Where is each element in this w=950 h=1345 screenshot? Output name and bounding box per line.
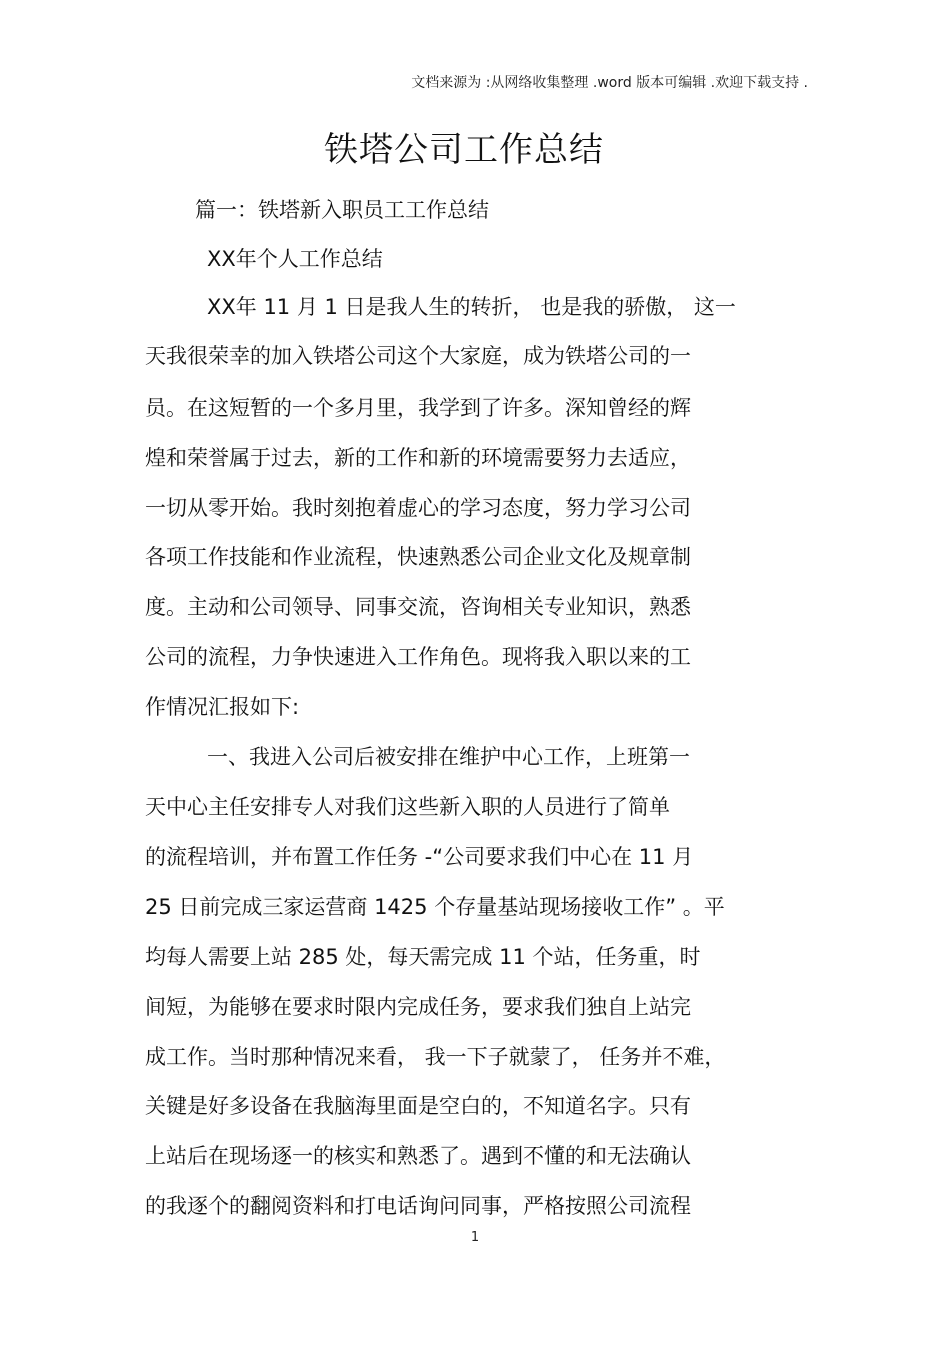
text-line: 25 日前完成三家运营商 1425 个存量基站现场接收工作” 。平 — [145, 895, 725, 919]
text-line: 度。主动和公司领导、同事交流，咨询相关专业知识，熟悉 — [145, 595, 691, 619]
text-line: 煌和荣誉属于过去，新的工作和新的环境需要努力去适应， — [145, 446, 691, 470]
text-line: 一、我进入公司后被安排在维护中心工作，上班第一 — [207, 745, 690, 769]
text-line: 一切从零开始。我时刻抱着虚心的学习态度，努力学习公司 — [145, 496, 691, 520]
page-number: 1 — [470, 1230, 480, 1245]
header-note: 文档来源为 :从网络收集整理 .word 版本可编辑 .欢迎下载支持 . — [411, 75, 808, 91]
text-line: 天我很荣幸的加入铁塔公司这个大家庭，成为铁塔公司的一 — [145, 344, 691, 368]
text-line: XX年 11 月 1 日是我人生的转折， 也是我的骄傲， 这一 — [207, 295, 736, 319]
text-line: 的我逐个的翻阅资料和打电话询问同事，严格按照公司流程 — [145, 1194, 691, 1218]
text-line: 各项工作技能和作业流程，快速熟悉公司企业文化及规章制 — [145, 545, 691, 569]
text-line: 间短，为能够在要求时限内完成任务，要求我们独自上站完 — [145, 995, 691, 1019]
text-line: XX年个人工作总结 — [207, 247, 383, 271]
text-line: 关键是好多设备在我脑海里面是空白的，不知道名字。只有 — [145, 1094, 691, 1118]
text-line: 上站后在现场逐一的核实和熟悉了。遇到不懂的和无法确认 — [145, 1144, 691, 1168]
text-line: 天中心主任安排专人对我们这些新入职的人员进行了简单 — [145, 795, 670, 819]
text-line: 的流程培训，并布置工作任务 -“公司要求我们中心在 11 月 — [145, 845, 694, 869]
text-line: 作情况汇报如下: — [145, 695, 300, 719]
text-line: 员。在这短暂的一个多月里，我学到了许多。深知曾经的辉 — [145, 396, 691, 420]
text-line: 成工作。当时那种情况来看， 我一下子就蒙了， 任务并不难， — [145, 1045, 726, 1069]
text-line: 篇一：铁塔新入职员工工作总结 — [195, 198, 489, 222]
text-line: 公司的流程，力争快速进入工作角色。现将我入职以来的工 — [145, 645, 691, 669]
text-line: 均每人需要上站 285 处，每天需完成 11 个站，任务重，时 — [145, 945, 701, 969]
document-title: 铁塔公司工作总结 — [324, 130, 604, 170]
